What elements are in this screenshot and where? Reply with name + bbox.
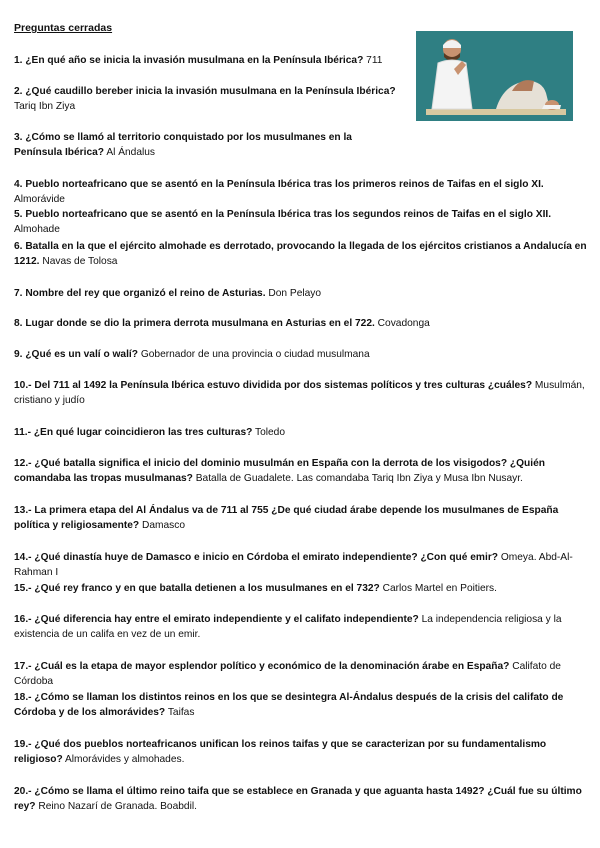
question-text: 20.- ¿Cómo se llama el último reino taifa que se establece en Granada y que aguanta hasta 1492? ¿Cuál fue su último rey? — [14, 786, 582, 812]
answer-text: Almorávide — [14, 194, 65, 205]
question-text: 17.- ¿Cuál es la etapa de mayor esplendor político y económico de la denominación árabe en España? — [14, 661, 510, 672]
page-title: Preguntas cerradas — [14, 22, 113, 34]
answer-text: Tariq Ibn Ziya — [14, 101, 76, 112]
question-18 — [14, 690, 588, 720]
question-11 — [14, 425, 588, 440]
question-text: 2. ¿Qué caudillo bereber inicia la invasión musulmana en la Península Ibérica? — [14, 86, 396, 97]
question-text: 8. Lugar donde se dio la primera derrota musulmana en Asturias en el 722. — [14, 318, 375, 329]
question-5 — [14, 207, 588, 237]
answer-text: 711 — [366, 55, 383, 66]
question-text: 6. Batalla en la que el ejército almohade es derrotado, provocando la llegada de los ejércitos cristianos a Andalucía en 1212. — [14, 241, 587, 267]
question-20 — [14, 784, 588, 814]
question-14 — [14, 550, 588, 580]
answer-text: Toledo — [255, 427, 286, 438]
answer-text: Don Pelayo — [268, 288, 322, 299]
question-text: 10.- Del 711 al 1492 la Península Ibérica estuvo dividida por dos sistemas políticos y tres culturas ¿cuáles? — [14, 380, 533, 391]
question-text: 3. ¿Cómo se llamó al territorio conquistado por los musulmanes en la Península Ibérica? — [14, 132, 352, 158]
answer-text: Navas de Tolosa — [42, 256, 118, 267]
question-19 — [14, 737, 588, 767]
answer-text: Almohade — [14, 224, 60, 235]
answer-text: Carlos Martel en Poitiers. — [382, 583, 497, 594]
answer-text: Califato de Córdoba — [14, 661, 561, 687]
answer-text: Gobernador de una provincia o ciudad musulmana — [140, 349, 370, 360]
question-text: 9. ¿Qué es un valí o walí? — [14, 349, 138, 360]
answer-text: Batalla de Guadalete. Las comandaba Tariq Ibn Ziya y Musa Ibn Nusayr. — [195, 473, 523, 484]
question-text: 18.- ¿Cómo se llaman los distintos reinos en los que se desintegra Al-Ándalus después de la crisis del califato de Córdoba y de los almorávides? — [14, 692, 564, 718]
question-2 — [14, 84, 400, 114]
answer-text: La independencia religiosa y la existencia de un califa en vez de un emir. — [14, 614, 562, 640]
answer-text: Damasco — [141, 520, 185, 531]
question-text: 15.- ¿Qué rey franco y en que batalla detienen a los musulmanes en el 732? — [14, 583, 380, 594]
question-15 — [14, 581, 588, 596]
question-text: 13.- La primera etapa del Al Ándalus va de 711 al 755 ¿De qué ciudad árabe depende los musulmanes de España política y religiosamente? — [14, 505, 559, 531]
question-text: 14.- ¿Qué dinastía huye de Damasco e inicio en Córdoba el emirato independiente? ¿Con qué emir? — [14, 552, 499, 563]
question-text: 12.- ¿Qué batalla significa el inicio del dominio musulmán en España con la derrota de los visigodos? ¿Quién comandaba las tropas musulmanas? — [14, 458, 545, 484]
question-text: 19.- ¿Qué dos pueblos norteafricanos unifican los reinos taifas y que se caracterizan por su fundamentalismo religioso? — [14, 739, 547, 765]
answer-text: Musulmán, cristiano y judío — [14, 380, 585, 406]
question-8 — [14, 316, 588, 331]
answer-text: Omeya. Abd-Al-Rahman I — [14, 552, 573, 578]
question-1 — [14, 53, 394, 68]
question-7 — [14, 286, 588, 301]
question-6 — [14, 239, 588, 269]
question-10 — [14, 378, 588, 408]
praying-men-icon — [416, 31, 573, 121]
question-text: 1. ¿En qué año se inicia la invasión musulmana en la Península Ibérica? — [14, 55, 364, 66]
question-text: 16.- ¿Qué diferencia hay entre el emirato independiente y el califato independiente? — [14, 614, 419, 625]
answer-text: Reino Nazarí de Granada. Boabdil. — [38, 801, 197, 812]
answer-text: Covadonga — [377, 318, 430, 329]
question-text: 4. Pueblo norteafricano que se asentó en la Península Ibérica tras los primeros reinos de Taifas en el siglo XI. — [14, 179, 544, 190]
question-text: 11.- ¿En qué lugar coincidieron las tres culturas? — [14, 427, 253, 438]
question-13 — [14, 503, 588, 533]
question-9 — [14, 347, 588, 362]
question-text: 7. Nombre del rey que organizó el reino de Asturias. — [14, 288, 266, 299]
question-3 — [14, 130, 400, 160]
answer-text: Al Ándalus — [106, 147, 156, 158]
answer-text: Taifas — [167, 707, 195, 718]
question-17 — [14, 659, 588, 689]
answer-text: Almorávides y almohades. — [64, 754, 185, 765]
question-4 — [14, 177, 588, 207]
question-16 — [14, 612, 588, 642]
praying-men-illustration — [416, 31, 573, 121]
question-text: 5. Pueblo norteafricano que se asentó en la Península Ibérica tras los segundos reinos de Taifas en el siglo XII. — [14, 209, 552, 220]
question-12 — [14, 456, 588, 486]
